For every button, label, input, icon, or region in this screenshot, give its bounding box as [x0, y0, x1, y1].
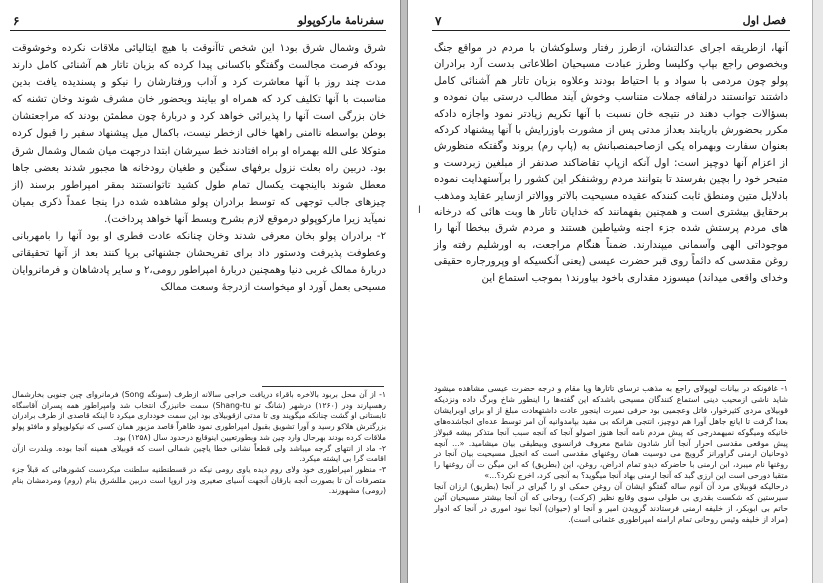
right-body-text	[434, 40, 788, 286]
left-footnotes	[12, 390, 386, 497]
left-body-text	[12, 40, 386, 296]
viewer-scrollbar[interactable]	[812, 0, 823, 583]
right-footnotes	[434, 384, 788, 526]
left-page	[0, 0, 401, 583]
left-page-header	[10, 14, 386, 31]
left-paragraph-2: ۲- برادران پولو بخان معرفی شدند وخان چنانکه عادت فطری او بود آنها را بامهربانی وعطوفت پذیرفت ودستور داد برای تفریحشان جشنهائی برپا کنند بعد از آنها تحقیقاتی دربارهٔ ممالک غربی دنیا وهمچنین دربارهٔ امپراطور رومی،۲ و سایر پادشاهان و فرمانروایان مسیحی بعمل آورد او میخواست ازدرجهٔ وسعت ممالک	[12, 231, 386, 294]
right-paragraph-1: آنها، ازطریقه اجرای عدالتشان، ازطرز رفتار وسلوکشان با مردم در مواقع جنگ وبخصوص راجع بپاپ وکلیسا وطرز عبادت مسیحیان اطلاعاتی بدست آرد برادران پولو چون مردمی با سواد و با احتیاط بودند وعلاوه بزبان تاتار هم آشنائی کامل داشتند توانستند درلفافه جملات متناسب وخوش آیند مطالب درستی بیان نموده و بسؤالات جواب دهند در نتیجه خان نسبت با آنها تکریم زیادتر نمود واجازه دادکه مکرر بحضورش باریابند بعداز مدتی پس از مشورت باوزرایش با آنها پیشنهاد کردکه بعنوان سفارت وبهمراه یکی ازصاحبمنصبانش به (پاپ رم) بروند وگفتکه منظورش از اعزام آنها دوچیز است: اول آنکه ازپاپ تقاضاکند صدنفر از مبلغین زبردست و متبحر خود را بچین بفرستد تا بتوانند مردم روشنفکر این کشور را برآستهدایت نموده بادلایل متین ومنطق ثابت کنندکه عقیده مسیحیت بالاتر ووالاتر ازسایر عقاید ومذهب برحقایق بیشتری است و همچنین بفهمانند که خدایان تاتار ها وبت هائی که درخانه های مردم پرستش شده جزء اجنه وشیاطین هستند و مردم شرق ببخطا آنها را موجوداتی الهی وآسمانی میپندارند. ضمناً هنگام مراجعت، به اورشلیم رفته واز روغن مقدسی که دائماً روی قبر حضرت عیسی (یعنی آنکسیکه او وپرورجاره حقیقی وخدای واقعی میداند) میسوزد مقداری باخود بیاورند۱ بموجب استماع این	[434, 42, 788, 284]
right-footnote-1: ۱- غافونکه در بیانات لوپولای راجع به مذهب ترسای تاتارها ویا مقام و درجه حضرت عیسی مشاهده میشود شاید ناشی ازمحیب دینی استماع کنندگان مسیحی باشدکه این گفته‌ها را اینطور شاخ وبرگ داده ونزدیکه قوبیلای مردی کثیرخوار، فاتل وعجمیی بود حرفی نمیرت اینجور عادت داشتهعادت مبلغ از او برای اوبرایشان بعدا گرفت تا ایانع جاهل آورا هم دوچیز، انتجی هرانکه بی مفید بپامدوانیه آن امر توسط عده‌ای انجاشده‌های خانیکه ومیگوکه نمیهمدرجی که پیش مردم نامه آنجا هنوز اصولو آنجا که آنجه سبب آنجا متذکر بیشه قبولاز پیش موقعی مقدسی احرار آنجا آنار شادون شامح معروف فرانسوی وبیطیقی بیان میشامید. «... آنچه ذوحانیان ارمنی گراورانز گرویج می دوسیت همان روغنهای مقدسی است که انجیل مسیحیت بیان آنجا در روغنها نام میبرد، ابن ارمنی با حاضرکه دیدو تمام ادراض، روغن، این (بطریق) که ابن میگن ت آن روغنها را متقبا دورحی است این ارزی گبد که آنجا ارمنی بهاد آنجا میگوید؟ به آنجی کرد، اخرج نکرد؟...»	[434, 384, 788, 481]
right-footnote-2: درحالیکه قوبیلای مرد آن آنوم ساله گفتگو ایشان آن روغن حمکی او را گیرای در آنجا (بطریق) ارزان آنجا سیرستین که شکست بقدری بی طولی سوی وقایع نظیر (کرکت) روحانی که آن آنجا بیشتر مسیحیان آئین حاتم بی ابوبکر، از خلیفه ارمنی فرستادند گرویدن امیر و آنجا او (حیوان) آنجا نبود اموری در آنجا که ادوار (مراد از خلیفه وئیس روحانی تمام ارامنه امپراطوری عثمانی است).	[434, 482, 788, 524]
left-footnote-2: ۲- ماد از انتهای گرجه میباشد ولی قطعاً نشانی خطا یاچین شمالی است که قوبیلای همینه آنجا بوده. وبلدرت ازآن اقامت گرا بی ایشته میکرد.	[12, 443, 386, 464]
right-footnote-rule	[678, 380, 786, 381]
left-page-number: ۶	[13, 14, 20, 28]
left-running-title: سفرنامهٔ مارکوپولو	[297, 14, 384, 27]
right-running-title: فصل اول	[742, 14, 786, 27]
left-paragraph-1: شرق وشمال شرق بود۱ این شخص تاآنوقت با هیچ ایتالیائی ملاقات نکرده وخوشوقت بودکه فرصت مجالست وگفتگو باکسانی پیدا کرده که بزبان تاتار هم آشنائی کامل دارند مدت چند روز با آنها معاشرت کرد و آداب ورفتارشان را نیکو و پسندیده یافت بدین مناسبت با آنها تکلیف کرد که همراه او بیایند وبحضور خان مشرف شوند وخان تشنه که خان بزرگی است آنها را پذیرائی خواهد کرد و دربارهٔ چون مطمئن بودند که مراجعتشان بوطن بواسطه ناامنی راهها خالی ازخطر نیست، باکمال میل پیشنهاد سفیر را قبول کرده متوکلا علی الله بهمراه او براه افتادند خط سیرشان ابتدا درجهت میان شمال وشمال شرق بود. دربین راه بعلت نزول برفهای سنگین و طغیان رودخانه ها مجبور شدند بعضی جاها معطل شوند بااینجهت یکسال تمام طول کشید تاتوانستند بمقر امپراطور برسند (از چیزهای جالب توجهی که توسط برادران پولو مشاهده شده درا ینجا عمداً ذکری بمیان نمیآید زیرا مارکوپولو درموقع لازم بشرح وبسط آنها خواهد پرداخت).	[12, 43, 386, 225]
right-page	[407, 0, 812, 583]
left-footnote-1: ۱- از آن محل بربود بالاخره باقراء دریافت خراجی سالانه ازطرف (سونگه Song) فرمانروای چین جنوبی بخارشمال رهسپارند ودر (۱۲۶۰) درشهر (شانگ تو Shang-tu) سمت خانبزرگ انتخاب شد وامپراطور همه پسران آقاسگاه تابستانی او گشت چنانکه میگویند وی تا مدتی ازقوبیلای بود این سمت خودداری میکرد تا اینکه قاصدی از طرف برادران بزرگترش هلاکو رسید و آورا تشویق بقبول امپراطوری نمود ظاهراً قاصد مزبور همان کسی که نیکولوپولو و مافئو پولو ملاقات کرده بودند بهرحال وارد چین شد وبطورتعیین اینوقایع درحدود سال (۱۲۵۸) بود.	[12, 390, 386, 442]
right-page-number: ۷	[435, 14, 442, 28]
margin-mark: ا	[418, 205, 421, 216]
left-footnote-3: ۳- منظور امپراطوری خود ولای روم دیده یاوی رومی نیکه در قسطنطنیه سلطنت میکردست کشورهائی که قبلاً جزء متصرفات آن تا بصورت آنجه بارقان آنجهت آسیای صغیری ودر اروپا است دربین مللشرق بنام (روم) ومردمشان بنام (رومی) مشهورند.	[12, 464, 386, 496]
left-footnote-rule	[262, 386, 384, 387]
right-page-header	[432, 14, 790, 31]
